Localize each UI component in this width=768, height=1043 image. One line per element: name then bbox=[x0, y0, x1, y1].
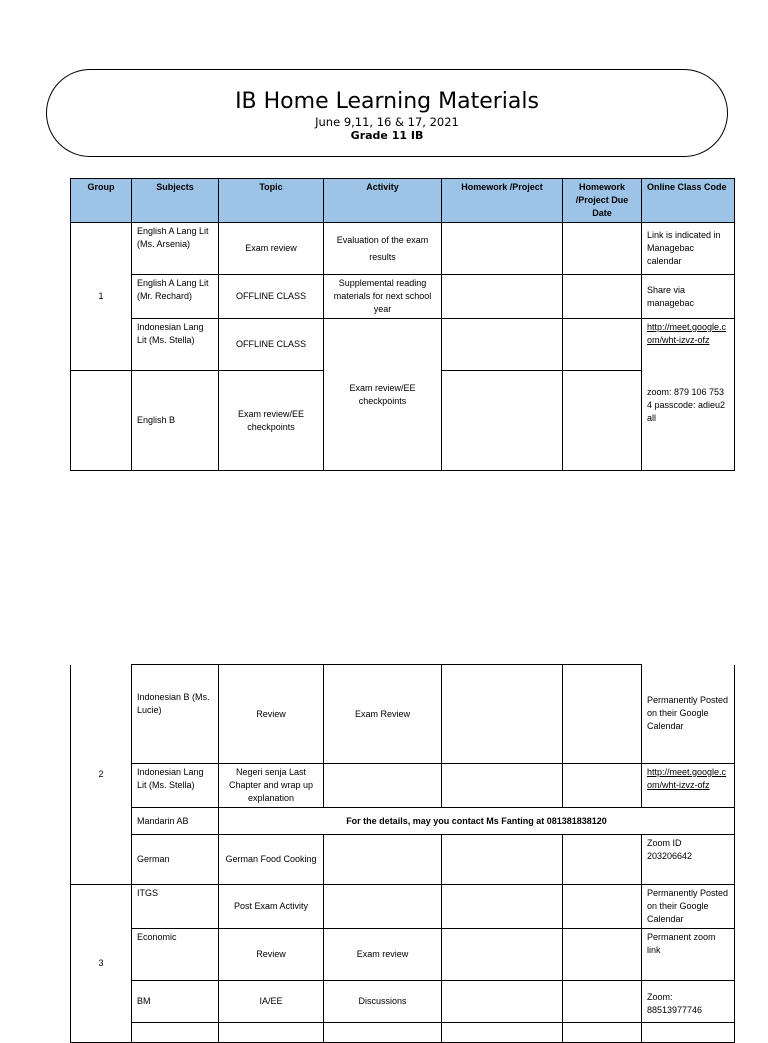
topic-cell bbox=[219, 1023, 324, 1043]
topic-cell: Exam review bbox=[219, 223, 324, 275]
activity-cell: Exam Review bbox=[324, 665, 442, 764]
due-date-cell bbox=[563, 929, 642, 981]
due-date-cell bbox=[563, 885, 642, 929]
due-date-cell bbox=[563, 319, 642, 371]
table-row bbox=[71, 929, 735, 981]
due-date-cell bbox=[563, 764, 642, 808]
topic-cell: Negeri senja Last Chapter and wrap up explanation bbox=[219, 764, 324, 808]
activity-cell: Supplemental reading materials for next school year bbox=[324, 275, 442, 319]
homework-cell bbox=[442, 885, 563, 929]
table-header-row bbox=[71, 179, 735, 223]
table-row bbox=[71, 808, 735, 835]
activity-cell bbox=[324, 885, 442, 929]
activity-cell: Exam review bbox=[324, 929, 442, 981]
due-date-cell bbox=[563, 665, 642, 764]
class-code-cell bbox=[642, 1023, 735, 1043]
subject-cell: Mandarin AB bbox=[132, 808, 219, 835]
col-header-due-date: Homework /Project Due Date bbox=[563, 179, 642, 223]
table-row bbox=[71, 981, 735, 1023]
meet-link[interactable]: http://meet.google.com/wht-izvz-ofz bbox=[647, 767, 727, 790]
topic-cell: OFFLINE CLASS bbox=[219, 275, 324, 319]
activity-cell bbox=[324, 835, 442, 885]
activity-cell: Discussions bbox=[324, 981, 442, 1023]
homework-cell bbox=[442, 275, 563, 319]
col-header-class-code: Online Class Code bbox=[642, 179, 735, 223]
meet-link[interactable]: http://meet.google.com/wht-izvz-ofz bbox=[647, 322, 727, 345]
activity-cell bbox=[324, 764, 442, 808]
due-date-cell bbox=[563, 275, 642, 319]
homework-cell bbox=[442, 319, 563, 371]
col-header-subjects: Subjects bbox=[132, 179, 219, 223]
table-row bbox=[71, 764, 735, 808]
class-code-cell: Permanently Posted on their Google Calendar bbox=[642, 665, 735, 764]
table-row bbox=[71, 835, 735, 885]
homework-cell bbox=[442, 1023, 563, 1043]
header-banner bbox=[46, 69, 728, 157]
homework-cell bbox=[442, 223, 563, 275]
table-row bbox=[71, 1023, 735, 1043]
subject-cell: Economic bbox=[132, 929, 219, 981]
table-row bbox=[71, 319, 735, 371]
date-range: June 9,11, 16 & 17, 2021 bbox=[315, 115, 459, 129]
class-code-cell: Zoom ID 203206642 bbox=[642, 835, 735, 885]
subject-cell: BM bbox=[132, 981, 219, 1023]
grade-label: Grade 11 IB bbox=[350, 129, 424, 142]
col-header-homework: Homework /Project bbox=[442, 179, 563, 223]
activity-cell: Evaluation of the exam results bbox=[324, 223, 442, 275]
topic-cell: Review bbox=[219, 929, 324, 981]
subject-cell: Indonesian Lang Lit (Ms. Stella) bbox=[132, 319, 219, 371]
group-cell: 1 bbox=[71, 223, 132, 371]
subject-cell: Indonesian B (Ms. Lucie) bbox=[132, 665, 219, 764]
subject-cell: Indonesian Lang Lit (Ms. Stella) bbox=[132, 764, 219, 808]
subject-cell: ITGS bbox=[132, 885, 219, 929]
subject-cell: English A Lang Lit (Ms. Arsenia) bbox=[132, 223, 219, 275]
table-row bbox=[71, 885, 735, 929]
due-date-cell bbox=[563, 223, 642, 275]
class-code-cell: Zoom: 88513977746 bbox=[642, 981, 735, 1023]
homework-cell bbox=[442, 835, 563, 885]
class-code-cell: Link is indicated in Managebac calendar bbox=[642, 223, 735, 275]
homework-cell bbox=[442, 981, 563, 1023]
group-cell: 3 bbox=[71, 885, 132, 1043]
schedule-table-1 bbox=[70, 178, 735, 471]
due-date-cell bbox=[563, 1023, 642, 1043]
subject-cell: English A Lang Lit (Mr. Rechard) bbox=[132, 275, 219, 319]
class-code-cell: Share via managebac bbox=[642, 275, 735, 319]
zoom-details: zoom: 879 106 7534 passcode: adieu2all bbox=[647, 387, 726, 423]
col-header-activity: Activity bbox=[324, 179, 442, 223]
subject-cell bbox=[132, 1023, 219, 1043]
subject-cell: German bbox=[132, 835, 219, 885]
homework-cell bbox=[442, 929, 563, 981]
homework-cell bbox=[442, 371, 563, 471]
col-header-group: Group bbox=[71, 179, 132, 223]
homework-cell bbox=[442, 764, 563, 808]
topic-cell: Review bbox=[219, 665, 324, 764]
class-code-cell: Permanently Posted on their Google Calendar bbox=[642, 885, 735, 929]
class-code-cell: Permanent zoom link bbox=[642, 929, 735, 981]
due-date-cell bbox=[563, 371, 642, 471]
due-date-cell bbox=[563, 981, 642, 1023]
group-cell: 2 bbox=[71, 665, 132, 885]
subject-cell: English B bbox=[132, 371, 219, 471]
topic-cell: OFFLINE CLASS bbox=[219, 319, 324, 371]
col-header-topic: Topic bbox=[219, 179, 324, 223]
activity-cell: Exam review/EE checkpoints bbox=[324, 319, 442, 471]
topic-cell: Exam review/EE checkpoints bbox=[219, 371, 324, 471]
table-row bbox=[71, 223, 735, 275]
table-row bbox=[71, 275, 735, 319]
homework-cell bbox=[442, 665, 563, 764]
topic-cell: IA/EE bbox=[219, 981, 324, 1023]
page-title: IB Home Learning Materials bbox=[235, 89, 539, 114]
mandarin-note: For the details, may you contact Ms Fanting at 081381838120 bbox=[219, 808, 735, 835]
class-code-cell bbox=[642, 319, 735, 471]
class-code-cell bbox=[642, 764, 735, 808]
topic-cell: Post Exam Activity bbox=[219, 885, 324, 929]
schedule-table-2 bbox=[70, 664, 735, 1043]
activity-cell bbox=[324, 1023, 442, 1043]
topic-cell: German Food Cooking bbox=[219, 835, 324, 885]
due-date-cell bbox=[563, 835, 642, 885]
group-cell bbox=[71, 371, 132, 471]
table-row bbox=[71, 665, 735, 764]
